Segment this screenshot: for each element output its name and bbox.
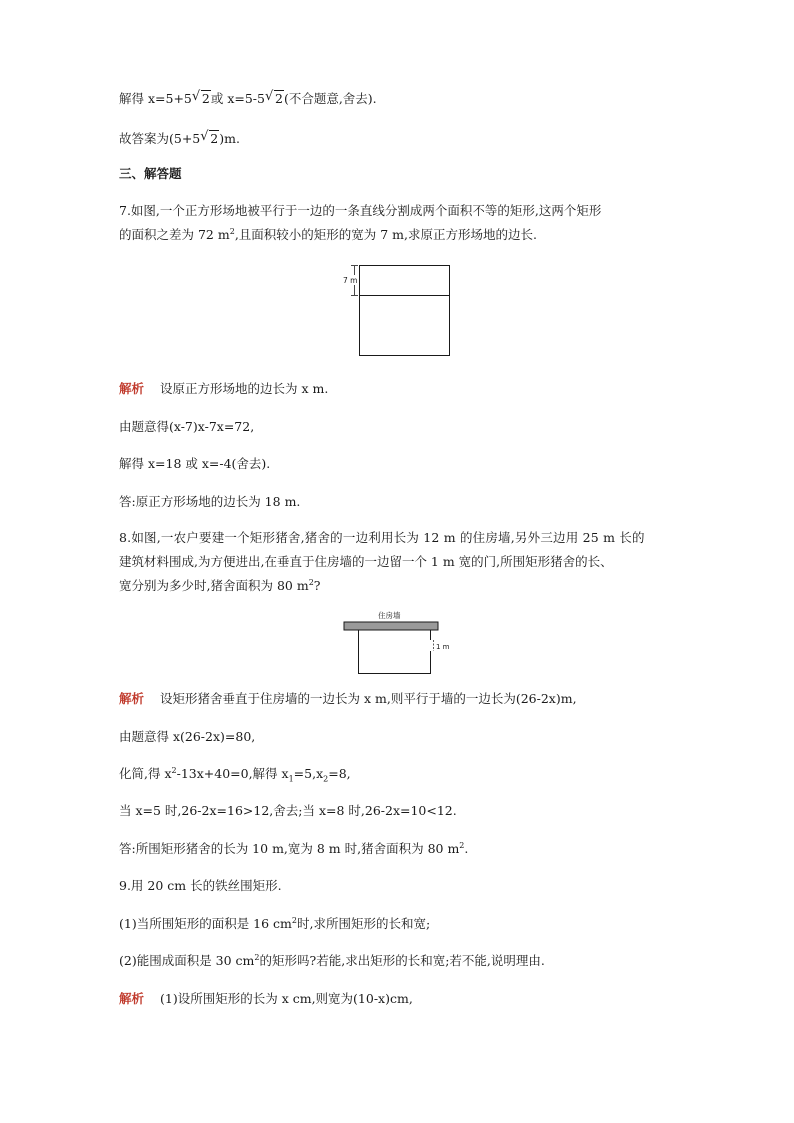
answer-8-line-4: 当 x=5 时,26-2x=16>12,舍去;当 x=8 时,26-2x=10<12. bbox=[119, 803, 457, 818]
text-segment: 或 x=5-5 bbox=[210, 91, 265, 106]
section-heading: 三、解答题 bbox=[119, 166, 182, 181]
answer-7-line-3: 解得 x=18 或 x=-4(舍去). bbox=[119, 456, 271, 471]
text-segment: (1)当所围矩形的面积是 16 cm bbox=[119, 916, 292, 931]
answer-7-line-4: 答:原正方形场地的边长为 18 m. bbox=[119, 494, 301, 509]
answer-9-line-1 bbox=[119, 991, 413, 1007]
answer-8-line-5 bbox=[119, 841, 468, 857]
question-8-line-2: 建筑材料围成,为方便进出,在垂直于住房墙的一边留一个 1 m 宽的门,所围矩形猪舍的长、 bbox=[119, 554, 613, 569]
question-9-part-2 bbox=[119, 953, 545, 969]
question-8-line-3 bbox=[119, 578, 320, 594]
wall-label: 住房墙 bbox=[378, 611, 401, 620]
radicand: 2 bbox=[201, 91, 210, 106]
sqrt-symbol: √ 2 bbox=[200, 129, 219, 146]
text-segment: 设矩形猪舍垂直于住房墙的一边长为 x m,则平行于墙的一边长为(26-2x)m, bbox=[160, 691, 577, 706]
analysis-tag: 解析 bbox=[119, 691, 145, 706]
superscript: 2 bbox=[171, 765, 177, 775]
text-segment: (1)设所围矩形的长为 x cm,则宽为(10-x)cm, bbox=[160, 991, 413, 1006]
answer-8-line-3 bbox=[119, 766, 351, 782]
question-9: 9.用 20 cm 长的铁丝围矩形. bbox=[119, 878, 282, 893]
sqrt-symbol: √ 2 bbox=[264, 89, 283, 106]
text-segment: 化简,得 x bbox=[119, 766, 172, 781]
text-segment: 故答案为(5+5 bbox=[119, 131, 201, 146]
text-segment: (不合题意,舍去). bbox=[283, 91, 377, 106]
text-segment: 宽分别为多少时,猪舍面积为 80 m bbox=[119, 578, 309, 593]
text-segment: )m. bbox=[219, 131, 240, 146]
subscript: 1 bbox=[288, 774, 294, 784]
text-segment: (2)能围成面积是 30 cm bbox=[119, 953, 255, 968]
superscript: 2 bbox=[459, 840, 465, 850]
text-segment: -13x+40=0,解得 x bbox=[176, 766, 289, 781]
analysis-tag: 解析 bbox=[119, 381, 145, 396]
answer-7-line-1 bbox=[119, 381, 328, 397]
text-segment: 解得 x=5+5 bbox=[119, 91, 192, 106]
subscript: 2 bbox=[323, 774, 329, 784]
text-segment: =8, bbox=[328, 766, 351, 781]
text-segment: 答:所围矩形猪舍的长为 10 m,宽为 8 m 时,猪舍面积为 80 m bbox=[119, 841, 460, 856]
text-segment: =5,x bbox=[293, 766, 324, 781]
text-segment: 的矩形吗?若能,求出矩形的长和宽;若不能,说明理由. bbox=[259, 953, 545, 968]
solution-line-1 bbox=[119, 91, 377, 107]
text-segment: 的面积之差为 72 m bbox=[119, 227, 230, 242]
sqrt-symbol: √ 2 bbox=[191, 89, 210, 106]
text-segment: ? bbox=[313, 578, 321, 593]
question-7-line-2 bbox=[119, 227, 537, 243]
answer-8-line-2: 由题意得 x(26-2x)=80, bbox=[119, 729, 256, 744]
answer-line bbox=[119, 131, 240, 147]
door-label: 1 m bbox=[436, 643, 450, 651]
question-8-line-1: 8.如图,一农户要建一个矩形猪舍,猪舍的一边利用长为 12 m 的住房墙,另外三边用 25 m 长的 bbox=[119, 530, 645, 545]
superscript: 2 bbox=[254, 952, 260, 962]
text-segment: . bbox=[464, 841, 469, 856]
text-segment: ,且面积较小的矩形的宽为 7 m,求原正方形场地的边长. bbox=[234, 227, 537, 242]
answer-8-line-1 bbox=[119, 691, 577, 707]
answer-7-line-2: 由题意得(x-7)x-7x=72, bbox=[119, 419, 255, 434]
radicand: 2 bbox=[274, 91, 283, 106]
question-7-line-1: 7.如图,一个正方形场地被平行于一边的一条直线分割成两个面积不等的矩形,这两个矩形 bbox=[119, 203, 602, 218]
analysis-tag: 解析 bbox=[119, 991, 145, 1006]
text-segment: 时,求所围矩形的长和宽; bbox=[297, 916, 431, 931]
superscript: 2 bbox=[229, 226, 235, 236]
superscript: 2 bbox=[291, 915, 298, 925]
radicand: 2 bbox=[210, 131, 219, 146]
square-field-figure bbox=[334, 262, 454, 360]
pigpen-figure bbox=[342, 610, 452, 676]
question-9-part-1 bbox=[119, 916, 430, 932]
text-segment: 设原正方形场地的边长为 x m. bbox=[160, 381, 329, 396]
dimension-label: 7 m bbox=[343, 276, 358, 285]
superscript: 2 bbox=[308, 577, 314, 587]
